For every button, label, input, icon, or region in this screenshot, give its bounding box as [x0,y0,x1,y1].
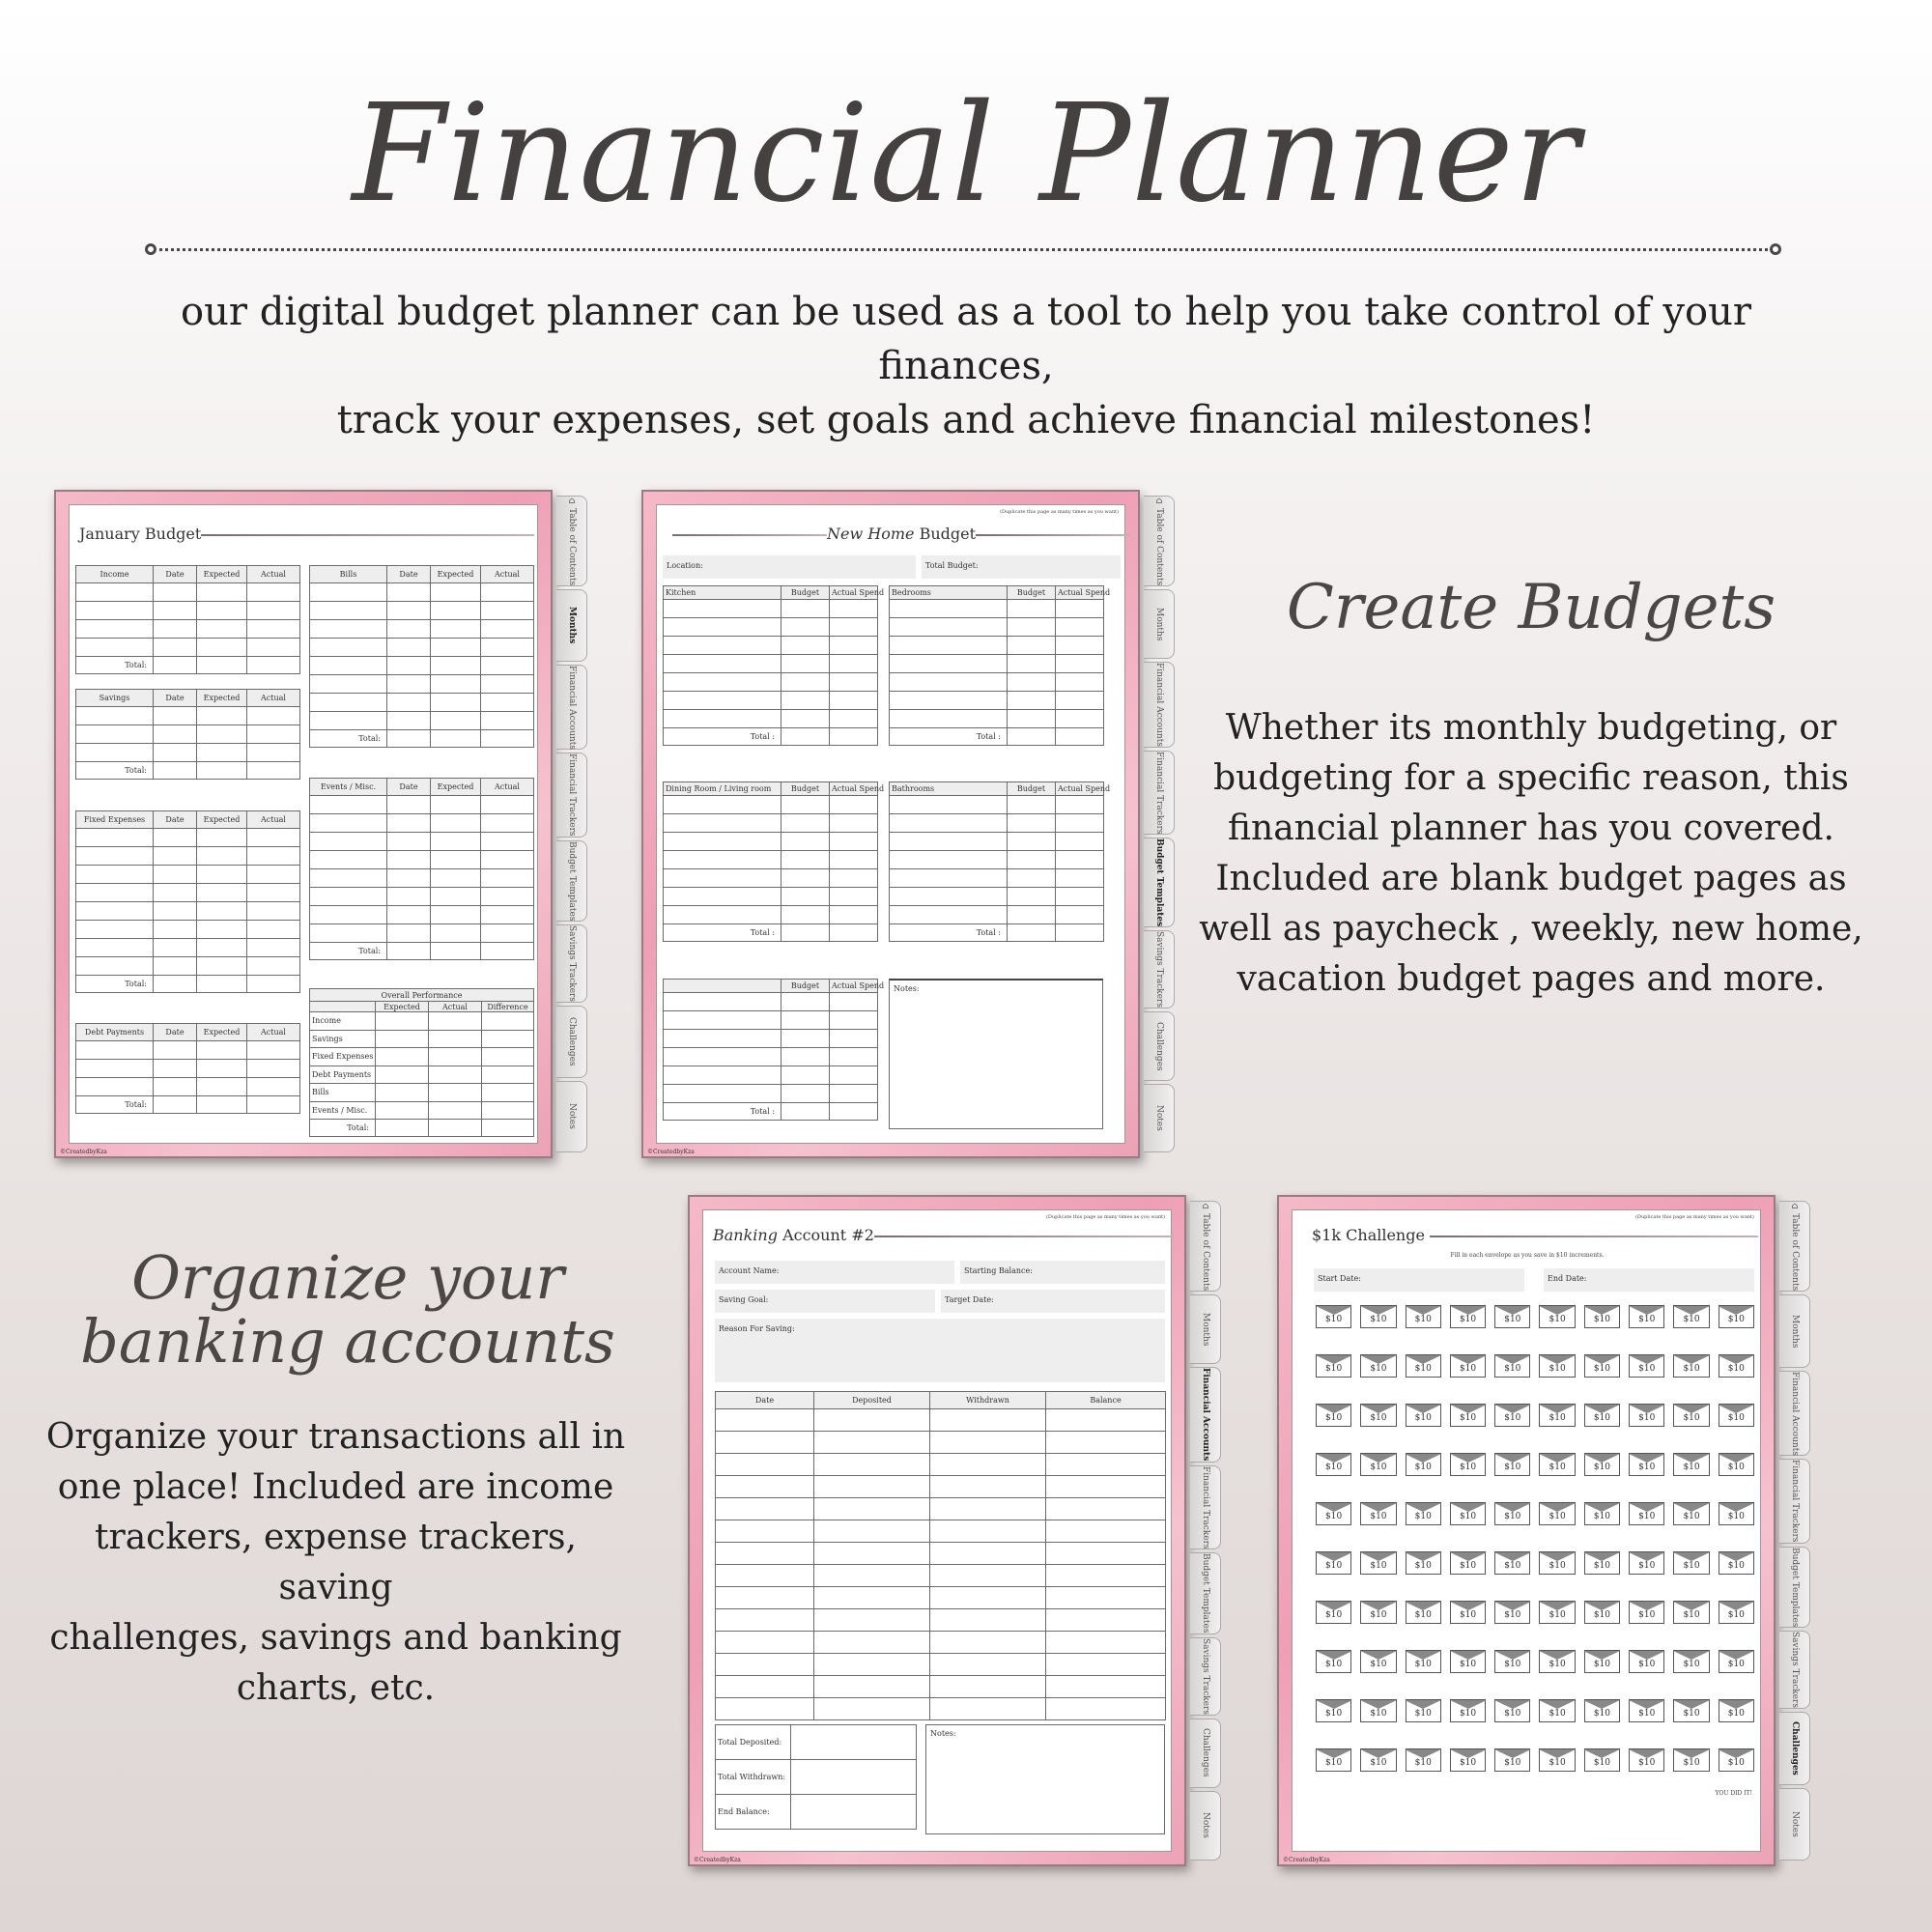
savings-envelope[interactable] [1629,1305,1664,1328]
savings-envelope[interactable] [1360,1502,1396,1525]
page-title: Financial Planner [352,75,1580,233]
credit-text: ©CreatedbyKza [647,1149,695,1155]
envelope-amount: $10 [1727,1660,1745,1669]
new-home-budget-title: New Home Budget [672,525,1130,543]
savings-envelope[interactable] [1539,1650,1575,1673]
envelope-amount: $10 [1593,1364,1611,1374]
savings-envelope[interactable] [1406,1601,1441,1624]
envelope-amount: $10 [1370,1315,1387,1324]
1k-challenge-preview [1277,1195,1810,1866]
envelope-amount: $10 [1548,1315,1566,1324]
envelope-amount: $10 [1414,1561,1432,1571]
tab-savings-trackers[interactable]: Savings Trackers [1144,930,1175,1009]
1k-challenge-title: $1k Challenge [1312,1226,1758,1244]
envelope-amount: $10 [1370,1758,1387,1768]
envelope-amount: $10 [1504,1610,1521,1620]
saving-goal-field[interactable]: Saving Goal: [715,1290,935,1313]
envelope-amount: $10 [1459,1709,1477,1719]
envelope-amount: $10 [1683,1660,1700,1669]
duplicate-note: (Duplicate this page as many times as you want) [1634,1214,1754,1220]
savings-envelope[interactable] [1450,1404,1486,1427]
fixed-expenses-table: Fixed Expenses Date Expected Actual Total: [75,810,300,993]
new-home-notes[interactable]: Notes: [889,979,1103,1129]
savings-envelope[interactable] [1316,1453,1351,1476]
envelope-amount: $10 [1683,1512,1700,1521]
envelope-grid [1316,1305,1754,1772]
savings-envelope[interactable] [1360,1354,1396,1378]
tab-challenges[interactable]: Challenges [1779,1712,1810,1784]
envelope-amount: $10 [1727,1758,1745,1768]
savings-envelope[interactable] [1584,1699,1620,1722]
envelope-amount: $10 [1325,1758,1343,1768]
tab-months[interactable]: Months [1190,1294,1221,1364]
savings-envelope[interactable] [1719,1502,1754,1525]
savings-envelope[interactable] [1450,1354,1486,1378]
envelope-amount: $10 [1325,1660,1343,1669]
dotted-divider [145,243,1781,255]
envelope-amount: $10 [1593,1758,1611,1768]
envelope-amount: $10 [1593,1512,1611,1521]
savings-envelope[interactable] [1673,1305,1709,1328]
tab-financial-trackers[interactable]: Financial Trackers [1190,1465,1221,1550]
planner-tabs[interactable] [556,496,587,1152]
savings-envelope[interactable] [1539,1404,1575,1427]
bills-table: Bills Date Expected Actual Total: [309,565,534,748]
savings-envelope[interactable] [1719,1748,1754,1772]
duplicate-note: (Duplicate this page as many times as you want) [1045,1214,1165,1220]
savings-envelope[interactable] [1494,1699,1530,1722]
starting-balance-field[interactable]: Starting Balance: [960,1261,1165,1284]
envelope-amount: $10 [1459,1561,1477,1571]
envelope-amount: $10 [1459,1512,1477,1521]
tab-budget-templates[interactable]: Budget Templates [1779,1547,1810,1628]
envelope-amount: $10 [1504,1413,1521,1423]
savings-envelope[interactable] [1316,1551,1351,1575]
envelope-amount: $10 [1414,1758,1432,1768]
savings-envelope[interactable] [1360,1748,1396,1772]
envelope-amount: $10 [1727,1463,1745,1472]
savings-envelope[interactable] [1673,1551,1709,1575]
intro-text: our digital budget planner can be used as a tool to help you take control of your finances, track your expenses, set goals and achieve financial milestones! [181,290,1751,442]
tab-financial-accounts[interactable]: Financial Accounts [1144,662,1175,748]
envelope-amount: $10 [1548,1364,1566,1374]
savings-envelope[interactable] [1539,1354,1575,1378]
savings-envelope[interactable] [1584,1404,1620,1427]
savings-envelope[interactable] [1629,1650,1664,1673]
tab-notes[interactable]: Notes [556,1081,587,1152]
savings-envelope[interactable] [1539,1699,1575,1722]
savings-envelope[interactable] [1494,1551,1530,1575]
account-name-field[interactable]: Account Name: [715,1261,954,1284]
savings-envelope[interactable] [1316,1502,1351,1525]
debt-payments-table: Debt Payments Date Expected Actual Total: [75,1023,300,1114]
savings-envelope[interactable] [1719,1305,1754,1328]
savings-envelope[interactable] [1673,1699,1709,1722]
envelope-amount: $10 [1504,1512,1521,1521]
envelope-amount: $10 [1325,1561,1343,1571]
envelope-amount: $10 [1325,1463,1343,1472]
envelope-amount: $10 [1414,1463,1432,1472]
savings-envelope[interactable] [1494,1404,1530,1427]
savings-envelope[interactable] [1629,1601,1664,1624]
envelope-amount: $10 [1593,1709,1611,1719]
savings-envelope[interactable] [1584,1650,1620,1673]
tab-challenges[interactable]: Challenges [1190,1719,1221,1788]
tab-table-of-contents[interactable]: ⌂ Table of Contents [1190,1201,1221,1292]
savings-envelope[interactable] [1719,1551,1754,1575]
tab-challenges[interactable]: Challenges [1144,1011,1175,1080]
savings-envelope[interactable] [1316,1748,1351,1772]
envelope-amount: $10 [1638,1610,1656,1620]
savings-envelope[interactable] [1316,1305,1351,1328]
savings-envelope[interactable] [1360,1699,1396,1722]
envelope-amount: $10 [1548,1463,1566,1472]
savings-envelope[interactable] [1719,1650,1754,1673]
savings-envelope[interactable] [1673,1650,1709,1673]
banking-account-title: Banking Account #2 [713,1226,1174,1244]
tab-notes[interactable]: Notes [1779,1788,1810,1861]
savings-envelope[interactable] [1629,1699,1664,1722]
envelope-amount: $10 [1638,1413,1656,1423]
create-budgets-heading: Create Budgets [1286,572,1776,643]
savings-envelope[interactable] [1406,1453,1441,1476]
savings-envelope[interactable] [1584,1453,1620,1476]
home-icon: ⌂ [1201,1202,1210,1211]
start-date-field[interactable]: Start Date: [1314,1268,1524,1292]
savings-envelope[interactable] [1406,1551,1441,1575]
envelope-amount: $10 [1683,1561,1700,1571]
envelope-amount: $10 [1414,1364,1432,1374]
tab-savings-trackers[interactable]: Savings Trackers [1779,1631,1810,1709]
kitchen-table: Kitchen Budget Actual Spend Total : [663,585,878,746]
envelope-amount: $10 [1548,1561,1566,1571]
savings-envelope[interactable] [1450,1748,1486,1772]
envelope-amount: $10 [1727,1709,1745,1719]
envelope-amount: $10 [1325,1315,1343,1324]
tab-challenges[interactable]: Challenges [556,1006,587,1077]
envelope-amount: $10 [1638,1561,1656,1571]
tab-financial-accounts[interactable]: Financial Accounts [556,665,587,751]
savings-envelope[interactable] [1494,1601,1530,1624]
transactions-table: Date Deposited Withdrawn Balance [715,1391,1166,1720]
savings-envelope[interactable] [1584,1354,1620,1378]
overall-performance-table: Overall Performance Expected Actual Difference Income Savings Fixed Expenses Debt Payments Bills Events / Misc. Total: [309,988,534,1137]
savings-envelope[interactable] [1719,1601,1754,1624]
savings-envelope[interactable] [1673,1502,1709,1525]
extra-room-table: Budget Actual Spend Total : [663,979,878,1121]
savings-envelope[interactable] [1719,1699,1754,1722]
envelope-amount: $10 [1459,1660,1477,1669]
savings-table: Savings Date Expected Actual Total: [75,689,300,780]
dining-living-table: Dining Room / Living room Budget Actual Spend Total : [663,781,878,942]
envelope-amount: $10 [1370,1463,1387,1472]
savings-envelope[interactable] [1629,1748,1664,1772]
savings-envelope[interactable] [1584,1551,1620,1575]
envelope-amount: $10 [1325,1413,1343,1423]
savings-envelope[interactable] [1673,1601,1709,1624]
tab-financial-trackers[interactable]: Financial Trackers [1144,751,1175,836]
envelope-amount: $10 [1370,1512,1387,1521]
savings-envelope[interactable] [1539,1748,1575,1772]
envelope-amount: $10 [1593,1660,1611,1669]
savings-envelope[interactable] [1450,1650,1486,1673]
envelope-amount: $10 [1727,1315,1745,1324]
savings-envelope[interactable] [1629,1502,1664,1525]
organize-heading: Organize your banking accounts [80,1242,615,1377]
envelope-amount: $10 [1593,1463,1611,1472]
envelope-amount: $10 [1638,1512,1656,1521]
savings-envelope[interactable] [1406,1305,1441,1328]
envelope-amount: $10 [1459,1758,1477,1768]
banking-notes[interactable]: Notes: [925,1724,1165,1834]
envelope-amount: $10 [1370,1709,1387,1719]
savings-envelope[interactable] [1494,1453,1530,1476]
envelope-amount: $10 [1593,1610,1611,1620]
savings-envelope[interactable] [1719,1354,1754,1378]
tab-savings-trackers[interactable]: Savings Trackers [556,924,587,1003]
tab-notes[interactable]: Notes [1144,1084,1175,1152]
envelope-amount: $10 [1727,1413,1745,1423]
savings-envelope[interactable] [1450,1305,1486,1328]
savings-envelope[interactable] [1673,1354,1709,1378]
envelope-amount: $10 [1683,1315,1700,1324]
envelope-amount: $10 [1504,1709,1521,1719]
savings-envelope[interactable] [1629,1354,1664,1378]
january-budget-preview [54,490,587,1158]
savings-envelope[interactable] [1450,1502,1486,1525]
savings-envelope[interactable] [1494,1502,1530,1525]
tab-notes[interactable]: Notes [1190,1791,1221,1861]
savings-envelope[interactable] [1316,1699,1351,1722]
envelope-amount: $10 [1548,1660,1566,1669]
savings-envelope[interactable] [1360,1404,1396,1427]
envelope-amount: $10 [1370,1413,1387,1423]
income-table: Income Date Expected Actual Total: [75,565,300,674]
envelope-amount: $10 [1548,1709,1566,1719]
end-date-field[interactable]: End Date: [1544,1268,1754,1292]
savings-envelope[interactable] [1360,1453,1396,1476]
savings-envelope[interactable] [1494,1650,1530,1673]
total-budget-field[interactable]: Total Budget: [922,555,1121,579]
bedrooms-table: Bedrooms Budget Actual Spend Total : [889,585,1104,746]
envelope-amount: $10 [1459,1315,1477,1324]
envelope-amount: $10 [1638,1364,1656,1374]
envelope-amount: $10 [1638,1315,1656,1324]
savings-envelope[interactable] [1360,1551,1396,1575]
envelope-amount: $10 [1593,1413,1611,1423]
savings-envelope[interactable] [1450,1551,1486,1575]
envelope-amount: $10 [1548,1413,1566,1423]
savings-envelope[interactable] [1584,1601,1620,1624]
envelope-amount: $10 [1683,1610,1700,1620]
tab-table-of-contents[interactable]: ⌂ Table of Contents [1779,1201,1810,1292]
savings-envelope[interactable] [1584,1305,1620,1328]
reason-for-saving-field[interactable]: Reason For Saving: [715,1319,1165,1382]
totals-table: Total Deposited: Total Withdrawn: End Balance: [715,1724,917,1830]
savings-envelope[interactable] [1719,1453,1754,1476]
envelope-amount: $10 [1414,1315,1432,1324]
you-did-it-label: YOU DID IT! [1715,1790,1752,1797]
credit-text: ©CreatedbyKza [60,1149,107,1155]
savings-envelope[interactable] [1406,1354,1441,1378]
tab-financial-accounts[interactable]: Financial Accounts [1190,1367,1221,1462]
envelope-amount: $10 [1548,1758,1566,1768]
savings-envelope[interactable] [1450,1699,1486,1722]
envelope-amount: $10 [1548,1610,1566,1620]
savings-envelope[interactable] [1539,1453,1575,1476]
tab-financial-trackers[interactable]: Financial Trackers [556,753,587,838]
envelope-amount: $10 [1414,1610,1432,1620]
tab-budget-templates[interactable]: Budget Templates [556,840,587,922]
envelope-amount: $10 [1370,1561,1387,1571]
envelope-amount: $10 [1459,1413,1477,1423]
savings-envelope[interactable] [1539,1551,1575,1575]
envelope-amount: $10 [1459,1463,1477,1472]
tab-table-of-contents[interactable]: ⌂ Table of Contents [556,496,587,586]
tab-table-of-contents[interactable]: ⌂ Table of Contents [1144,496,1175,586]
envelope-amount: $10 [1414,1413,1432,1423]
home-icon: ⌂ [567,497,577,506]
envelope-amount: $10 [1727,1610,1745,1620]
home-icon: ⌂ [1790,1202,1800,1211]
envelope-amount: $10 [1325,1512,1343,1521]
envelope-amount: $10 [1638,1758,1656,1768]
organize-text: Organize your transactions all in one place! Included are income trackers, expense trackers, saving challenges, savings and banking charts, etc. [45,1417,626,1708]
bathrooms-table: Bathrooms Budget Actual Spend Total : [889,781,1104,942]
envelope-amount: $10 [1459,1364,1477,1374]
planner-tabs[interactable] [1144,496,1175,1152]
envelope-amount: $10 [1370,1610,1387,1620]
savings-envelope[interactable] [1450,1601,1486,1624]
envelope-amount: $10 [1325,1709,1343,1719]
savings-envelope[interactable] [1494,1305,1530,1328]
envelope-amount: $10 [1504,1561,1521,1571]
envelope-amount: $10 [1504,1758,1521,1768]
savings-envelope[interactable] [1584,1502,1620,1525]
savings-envelope[interactable] [1673,1748,1709,1772]
envelope-amount: $10 [1683,1709,1700,1719]
savings-envelope[interactable] [1316,1354,1351,1378]
planner-tabs[interactable] [1779,1201,1810,1861]
savings-envelope[interactable] [1316,1601,1351,1624]
savings-envelope[interactable] [1494,1354,1530,1378]
tab-financial-trackers[interactable]: Financial Trackers [1779,1459,1810,1544]
envelope-amount: $10 [1414,1709,1432,1719]
envelope-amount: $10 [1504,1463,1521,1472]
savings-envelope[interactable] [1629,1404,1664,1427]
challenge-instructions: Fill in each envelope as you save in $10 increments. [1450,1252,1605,1259]
duplicate-note: (Duplicate this page as many times as you want) [999,509,1119,515]
create-budgets-text: Whether its monthly budgeting, or budgeting for a specific reason, this financial planner has you covered. Included are blank budget pages as well as paycheck , weekly, new home, vacation budget pages and more. [1199,708,1863,999]
credit-text: ©CreatedbyKza [694,1857,741,1863]
credit-text: ©CreatedbyKza [1283,1857,1330,1863]
savings-envelope[interactable] [1673,1404,1709,1427]
savings-envelope[interactable] [1539,1502,1575,1525]
envelope-amount: $10 [1683,1364,1700,1374]
savings-envelope[interactable] [1360,1650,1396,1673]
savings-envelope[interactable] [1584,1748,1620,1772]
envelope-amount: $10 [1370,1660,1387,1669]
savings-envelope[interactable] [1539,1601,1575,1624]
savings-envelope[interactable] [1629,1453,1664,1476]
savings-envelope[interactable] [1406,1650,1441,1673]
envelope-amount: $10 [1325,1364,1343,1374]
banking-account-preview [688,1195,1221,1866]
savings-envelope[interactable] [1316,1650,1351,1673]
envelope-amount: $10 [1593,1315,1611,1324]
envelope-amount: $10 [1459,1610,1477,1620]
savings-envelope[interactable] [1316,1404,1351,1427]
envelope-amount: $10 [1370,1364,1387,1374]
envelope-amount: $10 [1504,1364,1521,1374]
envelope-amount: $10 [1638,1709,1656,1719]
savings-envelope[interactable] [1406,1502,1441,1525]
savings-envelope[interactable] [1406,1748,1441,1772]
location-field[interactable]: Location: [663,555,916,579]
envelope-amount: $10 [1683,1758,1700,1768]
envelope-amount: $10 [1727,1364,1745,1374]
envelope-amount: $10 [1504,1315,1521,1324]
envelope-amount: $10 [1638,1463,1656,1472]
envelope-amount: $10 [1683,1413,1700,1423]
tab-financial-accounts[interactable]: Financial Accounts [1779,1371,1810,1457]
tab-months[interactable]: Months [1779,1294,1810,1367]
envelope-amount: $10 [1593,1561,1611,1571]
savings-envelope[interactable] [1494,1748,1530,1772]
home-icon: ⌂ [1154,497,1164,506]
planner-tabs[interactable] [1190,1201,1221,1861]
savings-envelope[interactable] [1719,1404,1754,1427]
tab-months[interactable]: Months [1144,589,1175,658]
january-budget-title: January Budget [79,525,534,543]
envelope-amount: $10 [1325,1610,1343,1620]
savings-envelope[interactable] [1539,1305,1575,1328]
envelope-amount: $10 [1414,1660,1432,1669]
envelope-amount: $10 [1683,1463,1700,1472]
envelope-amount: $10 [1727,1561,1745,1571]
envelope-amount: $10 [1504,1660,1521,1669]
envelope-amount: $10 [1414,1512,1432,1521]
tab-savings-trackers[interactable]: Savings Trackers [1190,1637,1221,1716]
tab-budget-templates[interactable]: Budget Templates [1144,838,1175,927]
envelope-amount: $10 [1548,1512,1566,1521]
new-home-budget-preview [641,490,1175,1158]
savings-envelope[interactable] [1629,1551,1664,1575]
tab-budget-templates[interactable]: Budget Templates [1190,1552,1221,1634]
tab-months[interactable]: Months [556,589,587,661]
savings-envelope[interactable] [1450,1453,1486,1476]
savings-envelope[interactable] [1406,1699,1441,1722]
savings-envelope[interactable] [1406,1404,1441,1427]
envelope-amount: $10 [1638,1660,1656,1669]
envelope-amount: $10 [1727,1512,1745,1521]
target-date-field[interactable]: Target Date: [941,1290,1165,1313]
savings-envelope[interactable] [1360,1601,1396,1624]
savings-envelope[interactable] [1360,1305,1396,1328]
savings-envelope[interactable] [1673,1453,1709,1476]
events-misc-table: Events / Misc. Date Expected Actual Total: [309,778,534,960]
